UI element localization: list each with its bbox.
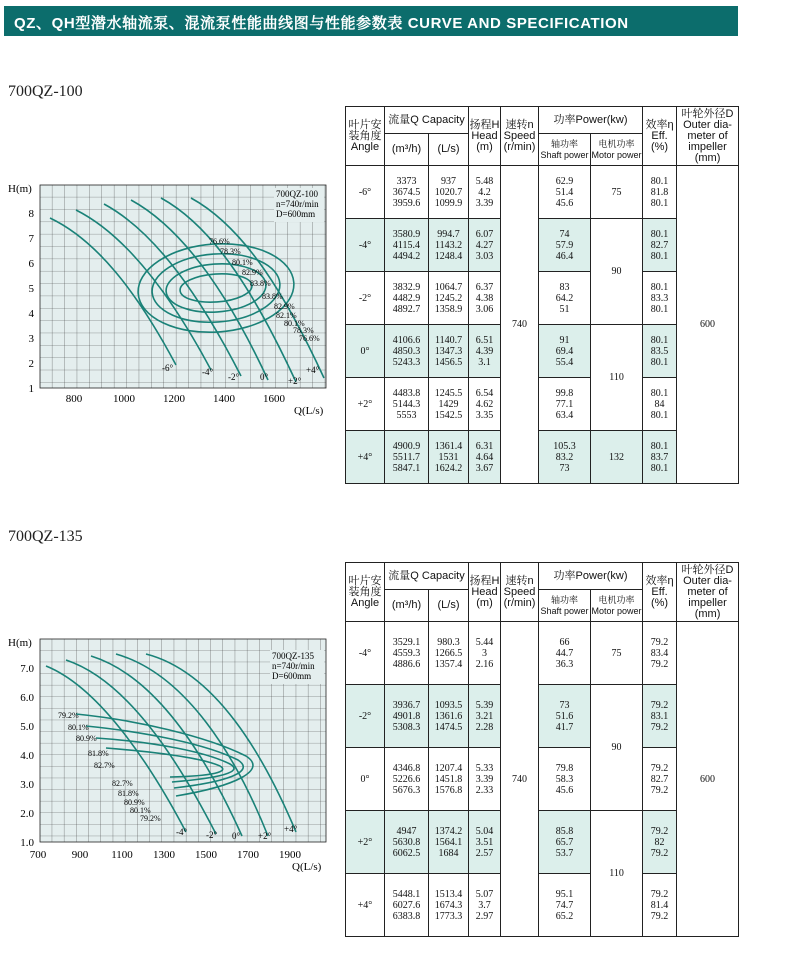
eff-label: 81.8% — [88, 749, 109, 758]
col-head: 扬程H Head (m) — [469, 563, 501, 622]
eff-label: 80.1% — [232, 258, 253, 267]
page-title: QZ、QH型潜水轴流泵、混流泵性能曲线图与性能参数表 CURVE AND SPECIFICATION — [14, 15, 629, 32]
legend-model: 700QZ-100 — [276, 189, 318, 199]
y-tick: 1 — [28, 383, 34, 395]
y-tick: 7.0 — [20, 663, 34, 675]
col-capacity: 流量Q Capacity — [385, 107, 469, 134]
legend-speed: n=740r/min — [276, 199, 319, 209]
x-tick: 1700 — [237, 849, 259, 861]
y-tick: 6.0 — [20, 692, 34, 704]
eff-label: 82.1% — [276, 311, 297, 320]
col-speed: 速转n Speed (r/min) — [501, 107, 539, 166]
x-tick: 800 — [65, 393, 83, 405]
eff-label: 83.8% — [250, 279, 271, 288]
table-row: -4° 3529.1 4559.3 4886.6 980.3 1266.5 1357.4 5.44 3 2.16 740 66 44.7 36.3 75 79.2 83.4 79.2 600 — [346, 622, 739, 685]
motor-power: 90 — [591, 219, 643, 325]
y-tick: 8 — [28, 208, 34, 220]
legend-model: 700QZ-135 — [272, 651, 314, 661]
y-tick: 5 — [28, 283, 34, 295]
eff-label: 78.3% — [220, 247, 241, 256]
col-power: 功率Power(kw) — [539, 563, 643, 590]
col-m3h: (m³/h) — [385, 590, 429, 622]
y-tick: 3.0 — [20, 779, 34, 791]
model-title: 700QZ-135 — [8, 528, 83, 545]
col-diameter: 叶轮外径D Outer dia- meter of impeller (mm) — [677, 563, 739, 622]
eff-label: 82.9% — [274, 302, 295, 311]
x-tick: 1900 — [279, 849, 301, 861]
legend-diameter: D=600mm — [276, 209, 316, 219]
diameter-value: 600 — [677, 622, 739, 937]
table-row: +4° 4900.9 5511.7 5847.1 1361.4 1531 1624.2 6.31 4.64 3.67 105.3 83.2 73 132 80.1 83.7 80.1 — [346, 431, 739, 484]
angle-label: +4° — [306, 365, 320, 375]
col-motor: 电机功率 Motor power — [591, 590, 643, 622]
col-power: 功率Power(kw) — [539, 107, 643, 134]
col-shaft: 轴功率 Shaft power — [539, 134, 591, 166]
angle-label: -6° — [162, 363, 174, 373]
speed-value: 740 — [501, 622, 539, 937]
table-row: +2° 4483.8 5144.3 5553 1245.5 1429 1542.5 6.54 4.62 3.35 99.8 77.1 63.4 80.1 84 80.1 — [346, 378, 739, 431]
angle-label: 0° — [260, 372, 269, 382]
col-angle: 叶片安 装角度 Angle — [346, 107, 385, 166]
motor-power: 75 — [591, 166, 643, 219]
table-row: 0° 4106.6 4850.3 5243.3 1140.7 1347.3 1456.5 6.51 4.39 3.1 91 69.4 55.4 110 80.1 83.5 80.1 — [346, 325, 739, 378]
col-head: 扬程H Head (m) — [469, 107, 501, 166]
col-ls: (L/s) — [429, 590, 469, 622]
y-tick: 7 — [28, 233, 34, 245]
header-banner — [4, 6, 738, 36]
x-tick: 1400 — [213, 393, 235, 405]
table-row: -4° 3580.9 4115.4 4494.2 994.7 1143.2 1248.4 6.07 4.27 3.03 74 57.9 46.4 90 80.1 82.7 80.1 — [346, 219, 739, 272]
angle-label: +4° — [284, 824, 298, 834]
col-angle: 叶片安 装角度 Angle — [346, 563, 385, 622]
x-tick: 1600 — [263, 393, 285, 405]
eff-label: 80.9% — [124, 798, 145, 807]
eff-label: 82.7% — [94, 761, 115, 770]
angle-label: 0° — [232, 831, 241, 841]
legend-diameter: D=600mm — [272, 671, 312, 681]
eff-label: 80.9% — [76, 734, 97, 743]
model-title: 700QZ-100 — [8, 83, 83, 100]
col-eff: 效率η Eff. (%) — [643, 107, 677, 166]
col-diameter: 叶轮外径D Outer dia- meter of impeller (mm) — [677, 107, 739, 166]
angle-label: -4° — [176, 827, 188, 837]
eff-label: 76.6% — [299, 334, 320, 343]
col-eff: 效率η Eff. (%) — [643, 563, 677, 622]
table-row: -2° 3936.7 4901.8 5308.3 1093.5 1361.6 1474.5 5.39 3.21 2.28 73 51.6 41.7 90 79.2 83.1 79.2 — [346, 685, 739, 748]
eff-label: 80.1% — [130, 806, 151, 815]
motor-power: 90 — [591, 685, 643, 811]
y-tick: 2.0 — [20, 808, 34, 820]
x-tick: 1300 — [153, 849, 175, 861]
motor-power: 110 — [591, 811, 643, 937]
y-tick: 6 — [28, 258, 34, 270]
legend-speed: n=740r/min — [272, 661, 315, 671]
motor-power: 110 — [591, 325, 643, 431]
x-tick: 1100 — [111, 849, 133, 861]
y-tick: 2 — [28, 358, 34, 370]
col-ls: (L/s) — [429, 134, 469, 166]
col-shaft: 轴功率 Shaft power — [539, 590, 591, 622]
angle-label: +2° — [258, 831, 272, 841]
col-motor: 电机功率 Motor power — [591, 134, 643, 166]
y-axis-label: H(m) — [8, 637, 32, 649]
table-row: 0° 4346.8 5226.6 5676.3 1207.4 1451.8 1576.8 5.33 3.39 2.33 79.8 58.3 45.6 79.2 82.7 79.2 — [346, 748, 739, 811]
x-tick: 700 — [29, 849, 47, 861]
angle-label: -4° — [202, 367, 214, 377]
angle-label: -2° — [228, 372, 240, 382]
x-axis-label: Q(L/s) — [292, 861, 322, 872]
spec-table — [345, 106, 739, 484]
eff-label: 82.9% — [242, 268, 263, 277]
eff-label: 80.1% — [68, 723, 89, 732]
eff-label: 80.1% — [284, 319, 305, 328]
eff-label: 82.7% — [112, 779, 133, 788]
x-tick: 1000 — [113, 393, 135, 405]
angle-label: -2° — [206, 830, 218, 840]
x-tick: 1500 — [195, 849, 217, 861]
motor-power: 75 — [591, 622, 643, 685]
diameter-value: 600 — [677, 166, 739, 484]
col-m3h: (m³/h) — [385, 134, 429, 166]
y-tick: 1.0 — [20, 837, 34, 849]
eff-label: 83.8% — [262, 292, 283, 301]
x-axis-label: Q(L/s) — [294, 405, 324, 416]
table-row: +2° 4947 5630.8 6062.5 1374.2 1564.1 1684 5.04 3.51 2.57 85.8 65.7 53.7 110 79.2 82 79.2 — [346, 811, 739, 874]
y-tick: 5.0 — [20, 721, 34, 733]
eff-label: 78.3% — [293, 326, 314, 335]
y-axis-label: H(m) — [8, 183, 32, 195]
eff-label: 79.2% — [58, 711, 79, 720]
table-row: -2° 3832.9 4482.9 4892.7 1064.7 1245.2 1358.9 6.37 4.38 3.06 83 64.2 51 80.1 83.3 80.1 — [346, 272, 739, 325]
eff-label: 81.8% — [118, 789, 139, 798]
table-row: -6° 3373 3674.5 3959.6 937 1020.7 1099.9 5.48 4.2 3.39 740 62.9 51.4 45.6 75 80.1 81.8 80.1 600 — [346, 166, 739, 219]
motor-power: 132 — [591, 431, 643, 484]
speed-value: 740 — [501, 166, 539, 484]
y-tick: 4 — [28, 308, 34, 320]
y-tick: 3 — [28, 333, 34, 345]
table-row: +4° 5448.1 6027.6 6383.8 1513.4 1674.3 1773.3 5.07 3.7 2.97 95.1 74.7 65.2 79.2 81.4 79.2 — [346, 874, 739, 937]
x-tick: 900 — [71, 849, 89, 861]
eff-label: 76.6% — [209, 237, 230, 246]
x-tick: 1200 — [163, 393, 185, 405]
col-capacity: 流量Q Capacity — [385, 563, 469, 590]
spec-table — [345, 562, 739, 937]
y-tick: 4.0 — [20, 750, 34, 762]
angle-label: +2° — [288, 376, 302, 386]
performance-chart — [6, 636, 336, 872]
performance-chart — [6, 180, 336, 416]
eff-label: 79.2% — [140, 814, 161, 823]
col-speed: 速转n Speed (r/min) — [501, 563, 539, 622]
